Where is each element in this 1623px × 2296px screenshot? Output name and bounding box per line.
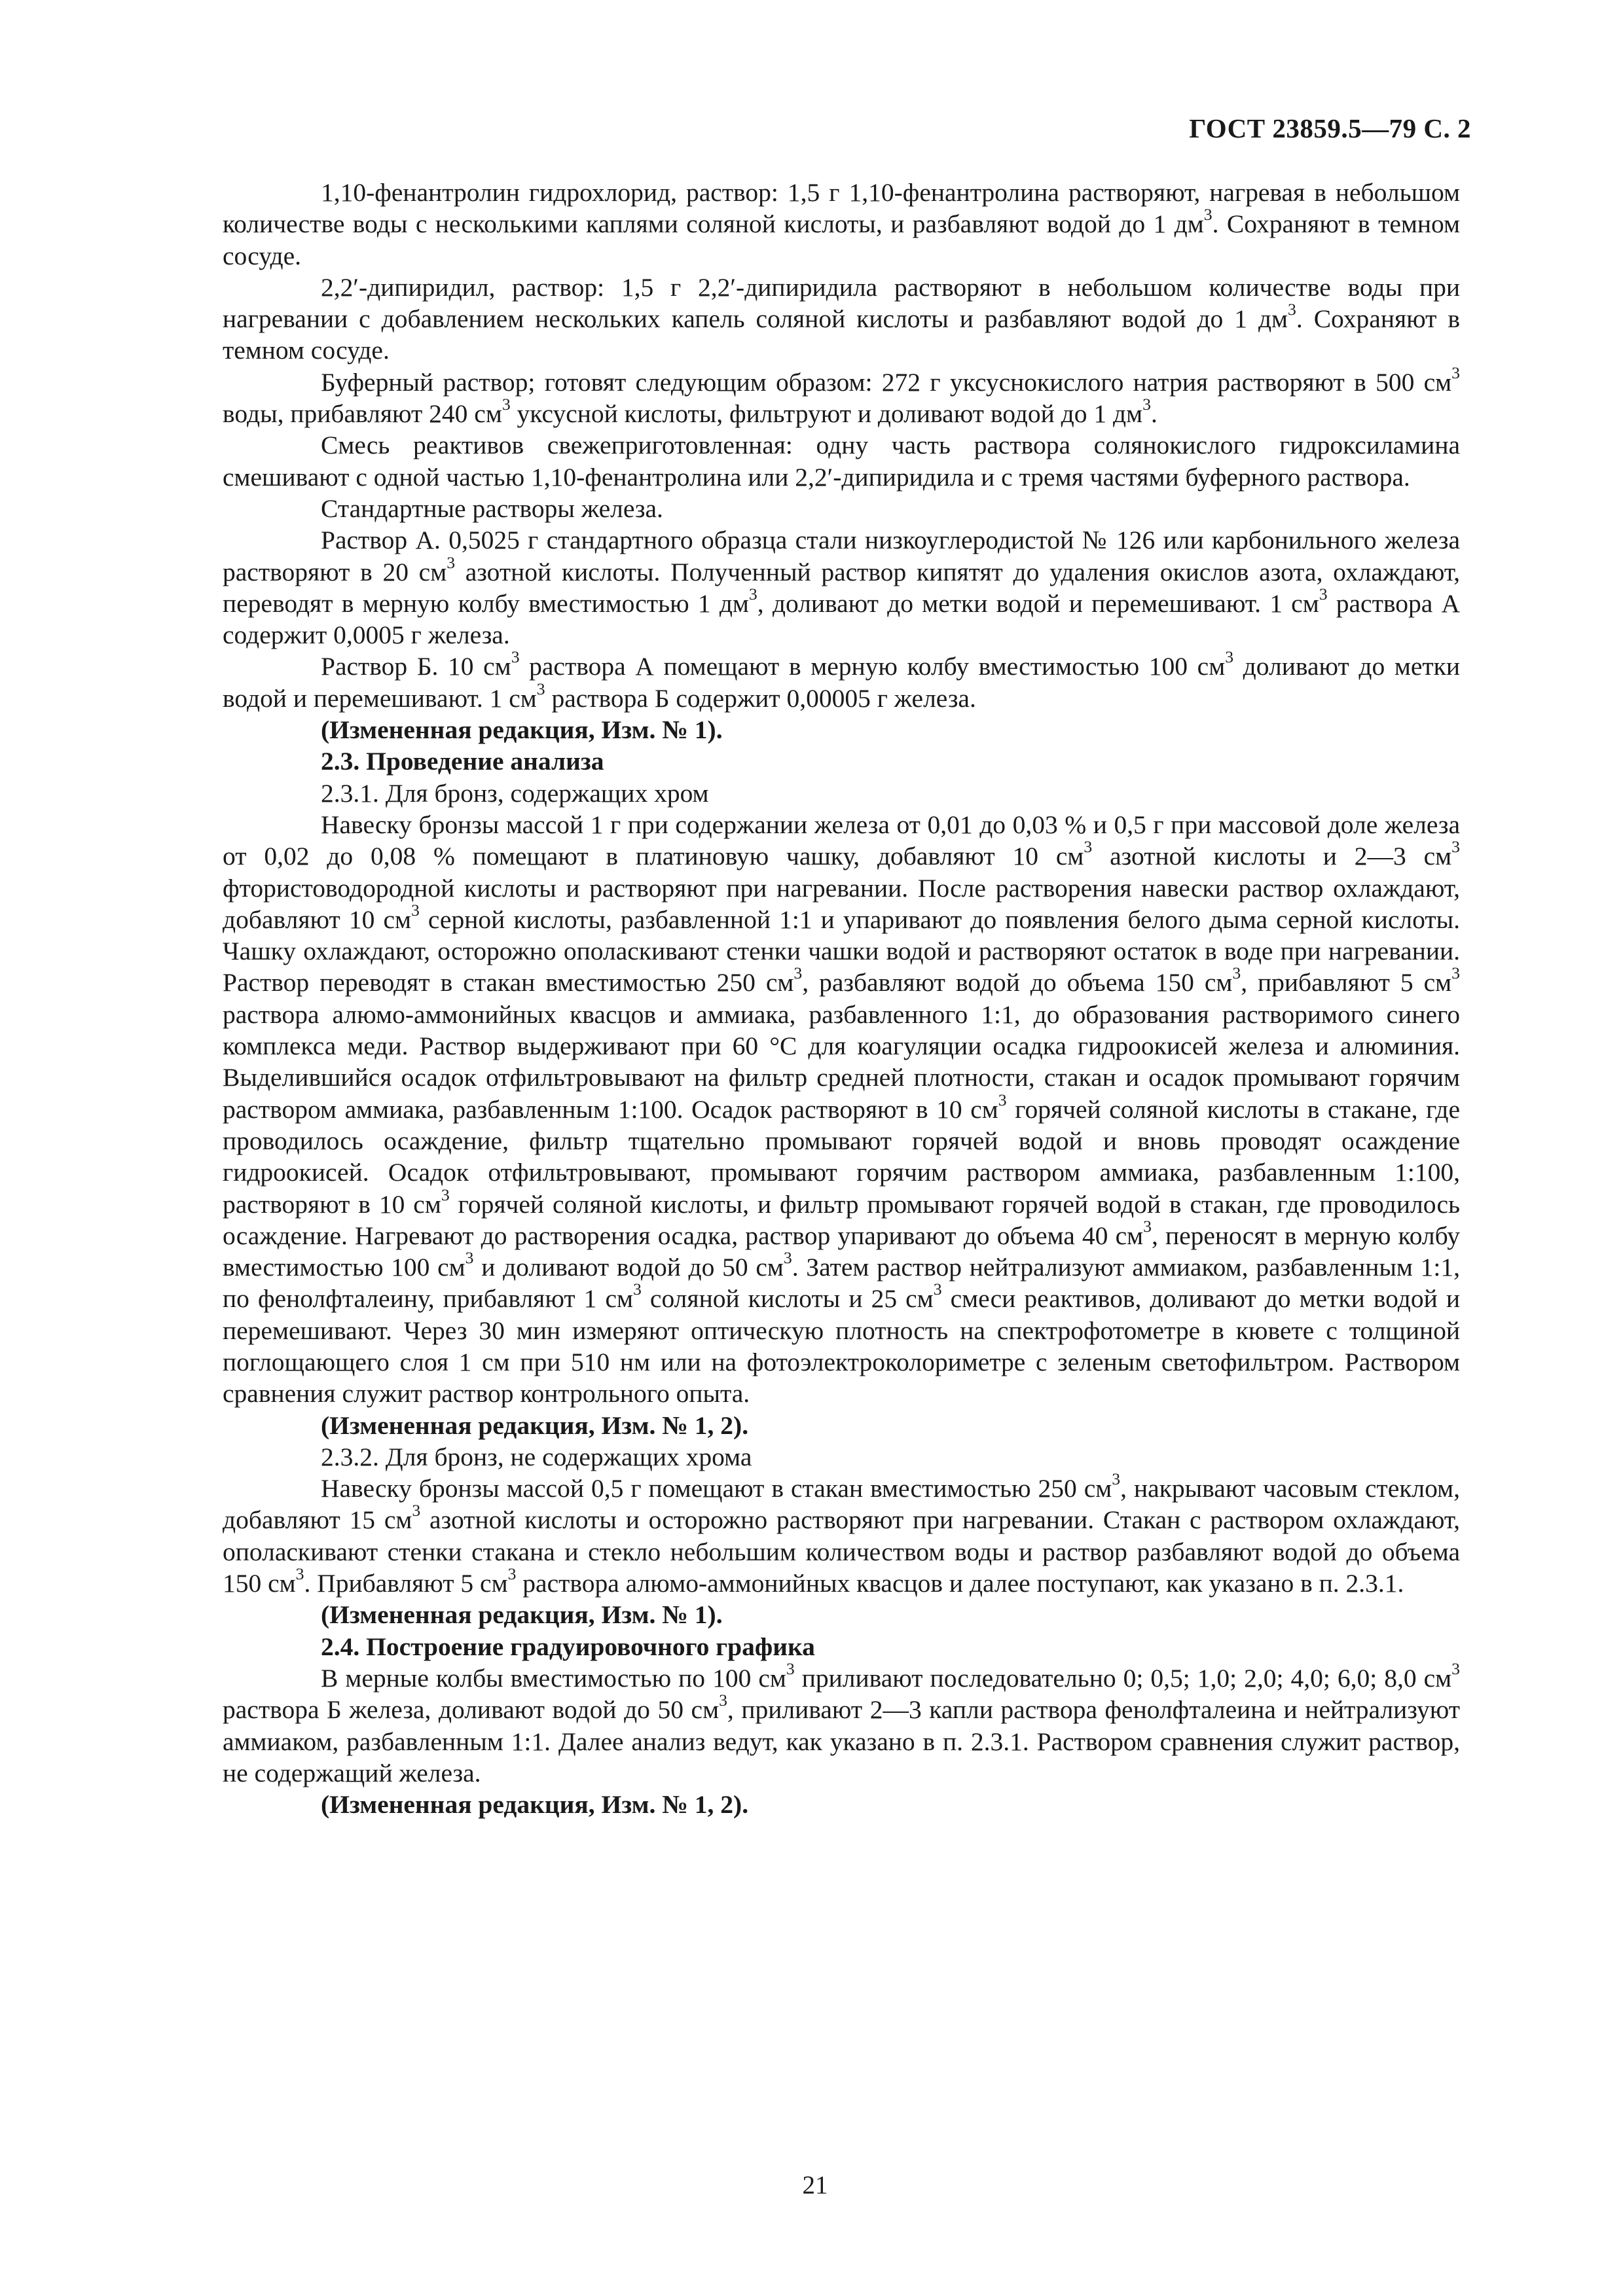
page-header: ГОСТ 23859.5—79 С. 2	[1189, 113, 1471, 143]
text-run: Раствор А. 0,5025 г стандартного образца стали низкоуглеродистой № 126 или карбонильного железа растворяют в 20 см	[223, 526, 1460, 586]
superscript: 3	[1203, 205, 1213, 224]
text-run: . Затем раствор нейтрализуют аммиаком, разбавленным 1:1, по фенолфталеину, прибавляют 1 см	[223, 1253, 1460, 1314]
text-run: фтористоводородной кислоты и растворяют при нагревании. После растворения навески раствор охлаждают, добавляют 10 см	[223, 873, 1460, 934]
text-run: азотной кислоты и осторожно растворяют при нагревании. Стакан с раствором охлаждают, ополаскивают стенки стакана и стекло небольшим количеством воды и раствор разбавляют водой до объема 150 см	[223, 1505, 1461, 1598]
text-run: . Прибавляют 5 см	[304, 1569, 508, 1598]
paragraph-p7	[223, 647, 1461, 714]
text-run: . Сохраняют в темном сосуде.	[223, 209, 1460, 270]
superscript: 3	[1143, 1216, 1152, 1236]
paragraph-p16	[223, 1631, 1460, 1662]
text-run: (Измененная редакция, Изм. № 1).	[321, 715, 723, 745]
paragraph-p4	[223, 429, 1460, 493]
text-run: доливают до метки водой и перемешивают. 1 см	[223, 652, 1461, 713]
superscript: 3	[1451, 363, 1460, 382]
paragraph-p18	[223, 1789, 1460, 1820]
text-run: соляной кислоты и 25 см	[641, 1284, 934, 1314]
text-run: раствора А содержит 0,0005 г железа.	[223, 588, 1461, 650]
text-run: (Измененная редакция, Изм. № 1).	[321, 1600, 723, 1630]
paragraph-p11	[223, 809, 1460, 1410]
superscript: 3	[536, 679, 545, 698]
text-run: и доливают водой до 50 см	[473, 1253, 784, 1282]
text-run: 2.3. Проведение анализа	[321, 747, 604, 776]
text-run: горячей соляной кислоты в стакане, где проводилось осаждение, фильтр тщательно промывают горячей водой и вновь проводят осаждение гидроокисей. Осадок отфильтровывают, промывают горячим раствором аммиака, разбавленным 1:100, растворяют в 10 см	[223, 1094, 1461, 1219]
text-run: воды, прибавляют 240 см	[223, 399, 502, 429]
text-run: азотной кислоты. Полученный раствор кипятят до удаления окислов азота, охлаждают, переводят в мерную колбу вместимостью 1 дм	[223, 557, 1460, 618]
text-run: горячей соляной кислоты, и фильтр промывают горячей водой в стакан, где проводилось осаждение. Нагревают до растворения осадка, раствор упаривают до объема 40 см	[223, 1189, 1460, 1250]
superscript: 3	[793, 963, 803, 983]
superscript: 3	[719, 1691, 727, 1710]
superscript: 3	[1288, 299, 1296, 319]
superscript: 3	[1451, 836, 1460, 856]
text-run: 2.3.1. Для бронз, содержащих хром	[321, 778, 709, 808]
paragraph-p6	[223, 524, 1460, 651]
paragraph-p15	[223, 1599, 1460, 1630]
text-run: (Измененная редакция, Изм. № 1, 2).	[321, 1790, 749, 1820]
page-number: 21	[802, 2171, 828, 2199]
text-run: Навеску бронзы массой 1 г при содержании железа от 0,01 до 0,03 % и 0,5 г при массовой доле железа от 0,02 до 0,08 % помещают в платиновую чашку, добавляют 10 см	[223, 810, 1460, 871]
superscript: 3	[295, 1564, 304, 1583]
text-run: , накрывают часовым стеклом, добавляют 15 см	[223, 1474, 1460, 1535]
text-run: , прибавляют 5 см	[1241, 968, 1452, 997]
superscript: 3	[786, 1659, 795, 1678]
superscript: 3	[1112, 1469, 1121, 1488]
text-run: В мерные колбы вместимостью по 100 см	[321, 1663, 786, 1693]
text-run: Буферный раствор; готовят следующим образом: 272 г уксуснокислого натрия растворяют в 500 см	[321, 367, 1452, 397]
superscript: 3	[1084, 836, 1093, 856]
text-run: раствора алюмо-аммонийных квасцов и далее поступают, как указано в п. 2.3.1.	[516, 1569, 1404, 1598]
superscript: 3	[447, 552, 456, 572]
text-run: , разбавляют водой до объема 150 см	[802, 968, 1233, 997]
text-run: . Сохраняют в темном сосуде.	[223, 304, 1460, 365]
paragraph-p8	[223, 714, 1460, 745]
text-run: Стандартные растворы железа.	[321, 493, 663, 523]
superscript: 3	[441, 1185, 450, 1204]
paragraph-p1	[223, 177, 1460, 272]
superscript: 3	[501, 394, 511, 414]
superscript: 3	[410, 900, 420, 920]
text-run: , приливают 2—3 капли раствора фенолфталеина и нейтрализуют аммиаком, разбавленным 1:1. Далее анализ ведут, как указано в п. 2.3.1. Раствором сравнения служит раствор, не содержащий железа.	[223, 1695, 1460, 1787]
superscript: 3	[412, 1501, 421, 1520]
text-run: смеси реактивов, доливают до метки водой и перемешивают. Через 30 мин измеряют оптическую плотность на спектрофотометре в кювете с толщиной поглощающего слоя 1 см при 510 нм или на фотоэлектроколориметре с зеленым светофильтром. Раствором сравнения служит раствор контрольного опыта.	[223, 1284, 1460, 1408]
superscript: 3	[1451, 1659, 1460, 1678]
superscript: 3	[1451, 963, 1460, 983]
text-run: , переносят в мерную колбу вместимостью 100 см	[223, 1221, 1460, 1282]
superscript: 3	[933, 1280, 942, 1299]
text-run: 2.4. Построение градуировочного графика	[321, 1632, 815, 1661]
superscript: 3	[507, 1564, 517, 1583]
paragraph-p12	[223, 1410, 1460, 1441]
text-run: серной кислоты, разбавленной 1:1 и упаривают до появления белого дыма серной кислоты. Чашку охлаждают, осторожно ополаскивают стенки чашки водой и растворяют остаток в воде при нагревании. Раствор переводят в стакан вместимостью 250 см	[223, 905, 1460, 997]
paragraph-p2	[223, 272, 1460, 367]
paragraph-p10	[223, 778, 1460, 809]
superscript: 3	[783, 1247, 792, 1267]
superscript: 3	[1225, 647, 1234, 667]
paragraph-p5	[223, 493, 1460, 524]
superscript: 3	[465, 1247, 474, 1267]
document-body	[223, 177, 1460, 1820]
text-run: 1,10-фенантролин гидрохлорид, раствор: 1,5 г 1,10-фенантролина растворяют, нагревая в небольшом количестве воды с несколькими каплями соляной кислоты, и разбавляют водой до 1 дм	[223, 178, 1460, 239]
superscript: 3	[1142, 394, 1151, 414]
superscript: 3	[1232, 963, 1241, 983]
text-run: уксусной кислоты, фильтруют и доливают водой до 1 дм	[510, 399, 1143, 429]
superscript: 3	[633, 1280, 642, 1299]
text-run: приливают последовательно 0; 0,5; 1,0; 2,0; 4,0; 6,0; 8,0 см	[794, 1663, 1452, 1693]
text-run: раствора Б содержит 0,00005 г железа.	[545, 683, 976, 713]
text-run: раствора А помещают в мерную колбу вместимостью 100 см	[519, 652, 1226, 681]
paragraph-p17	[223, 1659, 1460, 1789]
superscript: 3	[511, 647, 520, 667]
superscript: 3	[1319, 584, 1328, 603]
paragraph-p9	[223, 745, 1460, 777]
paragraph-p14	[223, 1469, 1461, 1599]
superscript: 3	[998, 1090, 1007, 1109]
paragraph-p3	[223, 363, 1460, 430]
text-run: 2.3.2. Для бронз, не содержащих хрома	[321, 1442, 752, 1471]
text-run: Раствор Б. 10 см	[321, 652, 511, 681]
text-run: 2,2′-дипиридил, раствор: 1,5 г 2,2′-дипиридила растворяют в небольшом количестве воды при нагревании с добавлением нескольких капель соляной кислоты и разбавляют водой до 1 дм	[223, 272, 1460, 334]
text-run: раствора алюмо-аммонийных квасцов и аммиака, разбавленного 1:1, до образования растворимого синего комплекса меди. Раствор выдерживают при 60 °С для коагуляции осадка гидроокисей железа и алюминия. Выделившийся осадок отфильтровывают на фильтр средней плотности, стакан и осадок промывают горячим раствором аммиака, разбавленным 1:100. Осадок растворяют в 10 см	[223, 999, 1460, 1124]
superscript: 3	[748, 584, 757, 603]
paragraph-p13	[223, 1441, 1460, 1473]
text-run: Навеску бронзы массой 0,5 г помещают в стакан вместимостью 250 см	[321, 1474, 1112, 1503]
text-run: , доливают до метки водой и перемешивают. 1 см	[757, 588, 1319, 618]
text-run: .	[1150, 399, 1158, 429]
text-run: (Измененная редакция, Изм. № 1, 2).	[321, 1410, 749, 1440]
text-run: раствора Б железа, доливают водой до 50 см	[223, 1695, 720, 1725]
text-run: азотной кислоты и 2—3 см	[1092, 842, 1452, 871]
text-run: Смесь реактивов свежеприготовленная: одну часть раствора солянокислого гидроксиламина смешивают с одной частью 1,10-фенантролина или 2,2′-дипиридила и с тремя частями буферного раствора.	[223, 431, 1460, 492]
